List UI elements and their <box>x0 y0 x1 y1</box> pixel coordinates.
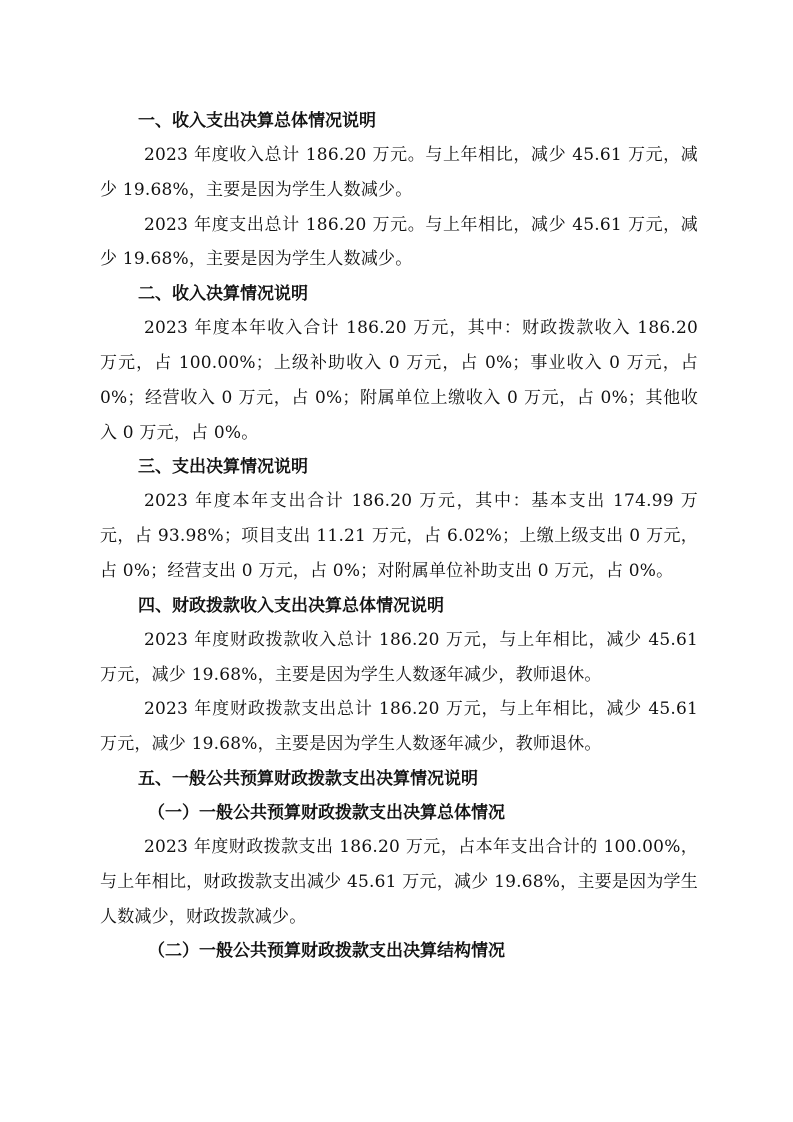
section-heading: 四、财政拨款收入支出决算总体情况说明 <box>138 595 444 616</box>
paragraph: 2023 年度本年收入合计 186.20 万元，其中：财政拨款收入 186.20 万元，占 100.00%；上级补助收入 0 万元，占 0%；事业收入 0 万元，占 0%；经营收入 0 万元，占 0%；附属单位上缴收入 0 万元，占 0%；其他收入 0 万元，占 0%。 <box>100 318 699 443</box>
paragraph: 2023 年度本年支出合计 186.20 万元，其中：基本支出 174.99 万元，占 93.98%；项目支出 11.21 万元，占 6.02%；上缴上级支出 0 万元，占 0%；经营支出 0 万元，占 0%；对附属单位补助支出 0 万元，占 0%。 <box>100 491 698 581</box>
section-heading: 五、一般公共预算财政拨款支出决算情况说明 <box>138 768 478 789</box>
paragraph: 2023 年度财政拨款支出总计 186.20 万元，与上年相比，减少 45.61 万元，减少 19.68%，主要是因为学生人数逐年减少，教师退休。 <box>100 699 698 755</box>
subsection-heading: （二）一般公共预算财政拨款支出决算结构情况 <box>148 941 505 962</box>
paragraph: 2023 年度收入总计 186.20 万元。与上年相比，减少 45.61 万元，减少 19.68%，主要是因为学生人数减少。 <box>100 145 698 200</box>
section-heading: 一、收入支出决算总体情况说明 <box>138 111 376 131</box>
section-heading: 二、收入决算情况说明 <box>138 284 308 305</box>
section-heading: 三、支出决算情况说明 <box>138 457 308 478</box>
paragraph: 2023 年度财政拨款收入总计 186.20 万元，与上年相比，减少 45.61 万元，减少 19.68%，主要是因为学生人数逐年减少，教师退休。 <box>100 629 698 685</box>
document-body <box>100 104 698 968</box>
paragraph: 2023 年度财政拨款支出 186.20 万元，占本年支出合计的 100.00%，与上年相比，财政拨款支出减少 45.61 万元，减少 19.68%，主要是因为学生人数减少，财政拨款减少。 <box>100 836 698 927</box>
paragraph: 2023 年度支出总计 186.20 万元。与上年相比，减少 45.61 万元，减少 19.68%，主要是因为学生人数减少。 <box>100 214 698 270</box>
subsection-heading: （一）一般公共预算财政拨款支出决算总体情况 <box>148 802 505 823</box>
